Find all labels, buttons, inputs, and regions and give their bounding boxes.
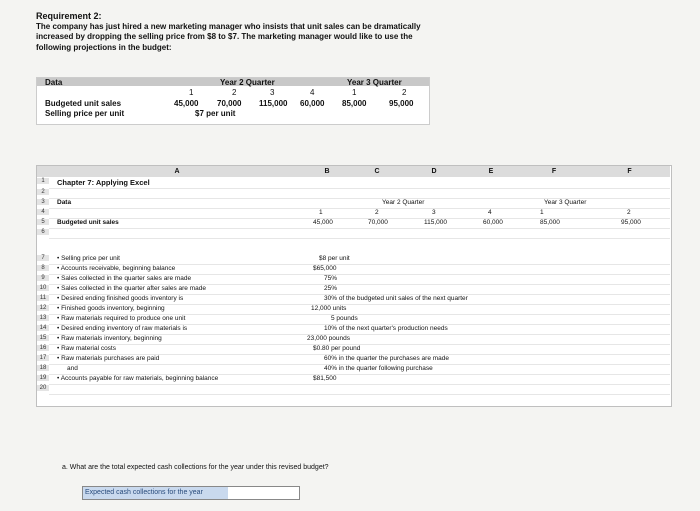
assumption-value[interactable]: $65,000 bbox=[313, 265, 337, 272]
row-number[interactable]: 17 bbox=[37, 355, 49, 361]
requirement-title: Requirement 2: bbox=[36, 11, 102, 21]
grid-line bbox=[49, 238, 670, 239]
projection-y2q2: 2 bbox=[232, 88, 237, 97]
row-number[interactable]: 5 bbox=[37, 219, 49, 225]
row-number[interactable]: 7 bbox=[37, 255, 49, 261]
grid-line bbox=[49, 384, 670, 385]
assumption-label[interactable]: • Desired ending inventory of raw materials is bbox=[57, 325, 188, 332]
grid-line bbox=[49, 198, 670, 199]
projection-y2q1: 1 bbox=[189, 88, 194, 97]
assumption-label[interactable]: and bbox=[67, 365, 78, 372]
cash-collections-label: Expected cash collections for the year bbox=[83, 487, 228, 499]
row-number[interactable]: 15 bbox=[37, 335, 49, 341]
row-number[interactable]: 13 bbox=[37, 315, 49, 321]
sheet-unit-cell[interactable]: 95,000 bbox=[621, 219, 641, 226]
assumption-value[interactable]: 75% bbox=[324, 275, 338, 282]
sheet-title[interactable]: Chapter 7: Applying Excel bbox=[57, 178, 150, 187]
grid-line bbox=[49, 294, 670, 295]
grid-line bbox=[49, 374, 670, 375]
assumption-value[interactable]: 10% of the next quarter's production needs bbox=[324, 325, 448, 332]
assumption-label[interactable]: • Accounts payable for raw materials, beginning balance bbox=[57, 375, 219, 382]
row-number[interactable]: 2 bbox=[37, 189, 49, 195]
projection-unit: 115,000 bbox=[259, 99, 288, 108]
projection-y2q4: 4 bbox=[310, 88, 315, 97]
sheet-y3q1[interactable]: 1 bbox=[540, 209, 544, 216]
assumption-label[interactable]: • Raw materials required to produce one unit bbox=[57, 315, 186, 322]
requirement-line-3: following projections in the budget: bbox=[36, 43, 172, 52]
assumption-value[interactable]: 60% in the quarter the purchases are made bbox=[324, 355, 450, 362]
row-number[interactable]: 14 bbox=[37, 325, 49, 331]
row-number[interactable]: 19 bbox=[37, 375, 49, 381]
grid-line bbox=[49, 208, 670, 209]
grid-line bbox=[49, 264, 670, 265]
assumption-value[interactable]: 25% bbox=[324, 285, 338, 292]
assumption-label[interactable]: • Desired ending finished goods inventory is bbox=[57, 295, 184, 302]
sheet-y2q1[interactable]: 1 bbox=[319, 209, 323, 216]
projection-unit: 85,000 bbox=[342, 99, 367, 108]
projection-y3q1: 1 bbox=[352, 88, 357, 97]
sheet-unit-cell[interactable]: 70,000 bbox=[368, 219, 388, 226]
column-header-a[interactable]: A bbox=[49, 166, 306, 177]
projection-year3-label: Year 3 Quarter bbox=[347, 78, 402, 87]
projection-unit: 45,000 bbox=[174, 99, 199, 108]
assumption-value[interactable]: 30% of the budgeted unit sales of the next quarter bbox=[324, 295, 468, 302]
grid-line bbox=[49, 284, 670, 285]
row-number[interactable]: 11 bbox=[37, 295, 49, 301]
projection-unit: 60,000 bbox=[300, 99, 325, 108]
column-header-f[interactable]: F bbox=[519, 166, 590, 177]
assumption-value[interactable]: 5 pounds bbox=[331, 315, 358, 322]
projection-unit: 70,000 bbox=[217, 99, 242, 108]
row-number[interactable]: 3 bbox=[37, 199, 49, 205]
row-number[interactable]: 1 bbox=[37, 178, 49, 184]
column-header-b[interactable]: B bbox=[305, 166, 350, 177]
assumption-value[interactable]: 23,000 pounds bbox=[307, 335, 351, 342]
grid-line bbox=[49, 274, 670, 275]
column-header-c[interactable]: C bbox=[349, 166, 406, 177]
projection-y2q3: 3 bbox=[270, 88, 275, 97]
projection-price-label: Selling price per unit bbox=[45, 109, 125, 118]
projection-table bbox=[36, 77, 430, 125]
projection-unit: 95,000 bbox=[389, 99, 414, 108]
grid-line bbox=[49, 334, 670, 335]
assumption-value[interactable]: 12,000 units bbox=[311, 305, 347, 312]
row-number[interactable]: 20 bbox=[37, 385, 49, 391]
assumption-value[interactable]: $8 per unit bbox=[319, 255, 350, 262]
assumption-label[interactable]: • Selling price per unit bbox=[57, 255, 120, 262]
row-number[interactable]: 8 bbox=[37, 265, 49, 271]
sheet-unit-cell[interactable]: 60,000 bbox=[483, 219, 503, 226]
projection-units-label: Budgeted unit sales bbox=[45, 99, 122, 108]
projection-year2-label: Year 2 Quarter bbox=[220, 78, 275, 87]
question-a: a. What are the total expected cash collections for the year under this revised budget? bbox=[62, 464, 329, 471]
requirement-line-1: The company has just hired a new marketing manager who insists that unit sales can be dramatically bbox=[36, 22, 421, 31]
grid-line bbox=[49, 304, 670, 305]
assumption-label[interactable]: • Sales collected in the quarter after sales are made bbox=[57, 285, 206, 292]
grid-line bbox=[49, 228, 670, 229]
sheet-year2-label[interactable]: Year 2 Quarter bbox=[382, 199, 425, 206]
row-number[interactable]: 6 bbox=[37, 229, 49, 235]
assumption-label[interactable]: • Accounts receivable, beginning balance bbox=[57, 265, 176, 272]
sheet-unit-cell[interactable]: 85,000 bbox=[540, 219, 560, 226]
row-number[interactable]: 4 bbox=[37, 209, 49, 215]
row-number[interactable]: 18 bbox=[37, 365, 49, 371]
assumption-value[interactable]: 40% in the quarter following purchase bbox=[324, 365, 433, 372]
sheet-y2q4[interactable]: 4 bbox=[488, 209, 492, 216]
assumption-label[interactable]: • Finished goods inventory, beginning bbox=[57, 305, 165, 312]
column-header-d[interactable]: D bbox=[405, 166, 464, 177]
column-header-e[interactable]: E bbox=[463, 166, 520, 177]
grid-line bbox=[49, 394, 670, 395]
row-number[interactable]: 10 bbox=[37, 285, 49, 291]
grid-line bbox=[49, 354, 670, 355]
projection-data-label: Data bbox=[45, 78, 63, 87]
assumption-value[interactable]: $0.80 per pound bbox=[313, 345, 361, 352]
grid-line bbox=[49, 188, 670, 189]
projection-price-value: $7 per unit bbox=[195, 109, 236, 118]
sheet-data-label[interactable]: Data bbox=[57, 199, 72, 206]
row-number[interactable]: 12 bbox=[37, 305, 49, 311]
assumption-label[interactable]: • Raw material costs bbox=[57, 345, 116, 352]
assumption-label[interactable]: • Raw materials purchases are paid bbox=[57, 355, 160, 362]
row-number[interactable]: 16 bbox=[37, 345, 49, 351]
cash-collections-input[interactable] bbox=[82, 486, 300, 500]
sheet-y2q3[interactable]: 3 bbox=[432, 209, 436, 216]
assumption-value[interactable]: $81,500 bbox=[313, 375, 337, 382]
assumption-label[interactable]: • Raw materials inventory, beginning bbox=[57, 335, 162, 342]
grid-line bbox=[49, 344, 670, 345]
spreadsheet bbox=[36, 165, 672, 407]
requirement-line-2: increased by dropping the selling price from $8 to $7. The marketing manager would like to use the bbox=[36, 32, 413, 41]
sheet-unit-cell[interactable]: 45,000 bbox=[313, 219, 333, 226]
sheet-year3-label[interactable]: Year 3 Quarter bbox=[544, 199, 587, 206]
sheet-y3q2[interactable]: 2 bbox=[627, 209, 631, 216]
projection-y3q2: 2 bbox=[402, 88, 407, 97]
grid-line bbox=[49, 324, 670, 325]
assumption-label[interactable]: • Sales collected in the quarter sales are made bbox=[57, 275, 192, 282]
sheet-y2q2[interactable]: 2 bbox=[375, 209, 379, 216]
grid-line bbox=[49, 314, 670, 315]
sheet-unit-cell[interactable]: 115,000 bbox=[424, 219, 448, 226]
grid-line bbox=[49, 218, 670, 219]
column-header-g[interactable]: F bbox=[589, 166, 670, 177]
sheet-units-label[interactable]: Budgeted unit sales bbox=[57, 219, 119, 226]
row-number[interactable]: 9 bbox=[37, 275, 49, 281]
grid-line bbox=[49, 364, 670, 365]
